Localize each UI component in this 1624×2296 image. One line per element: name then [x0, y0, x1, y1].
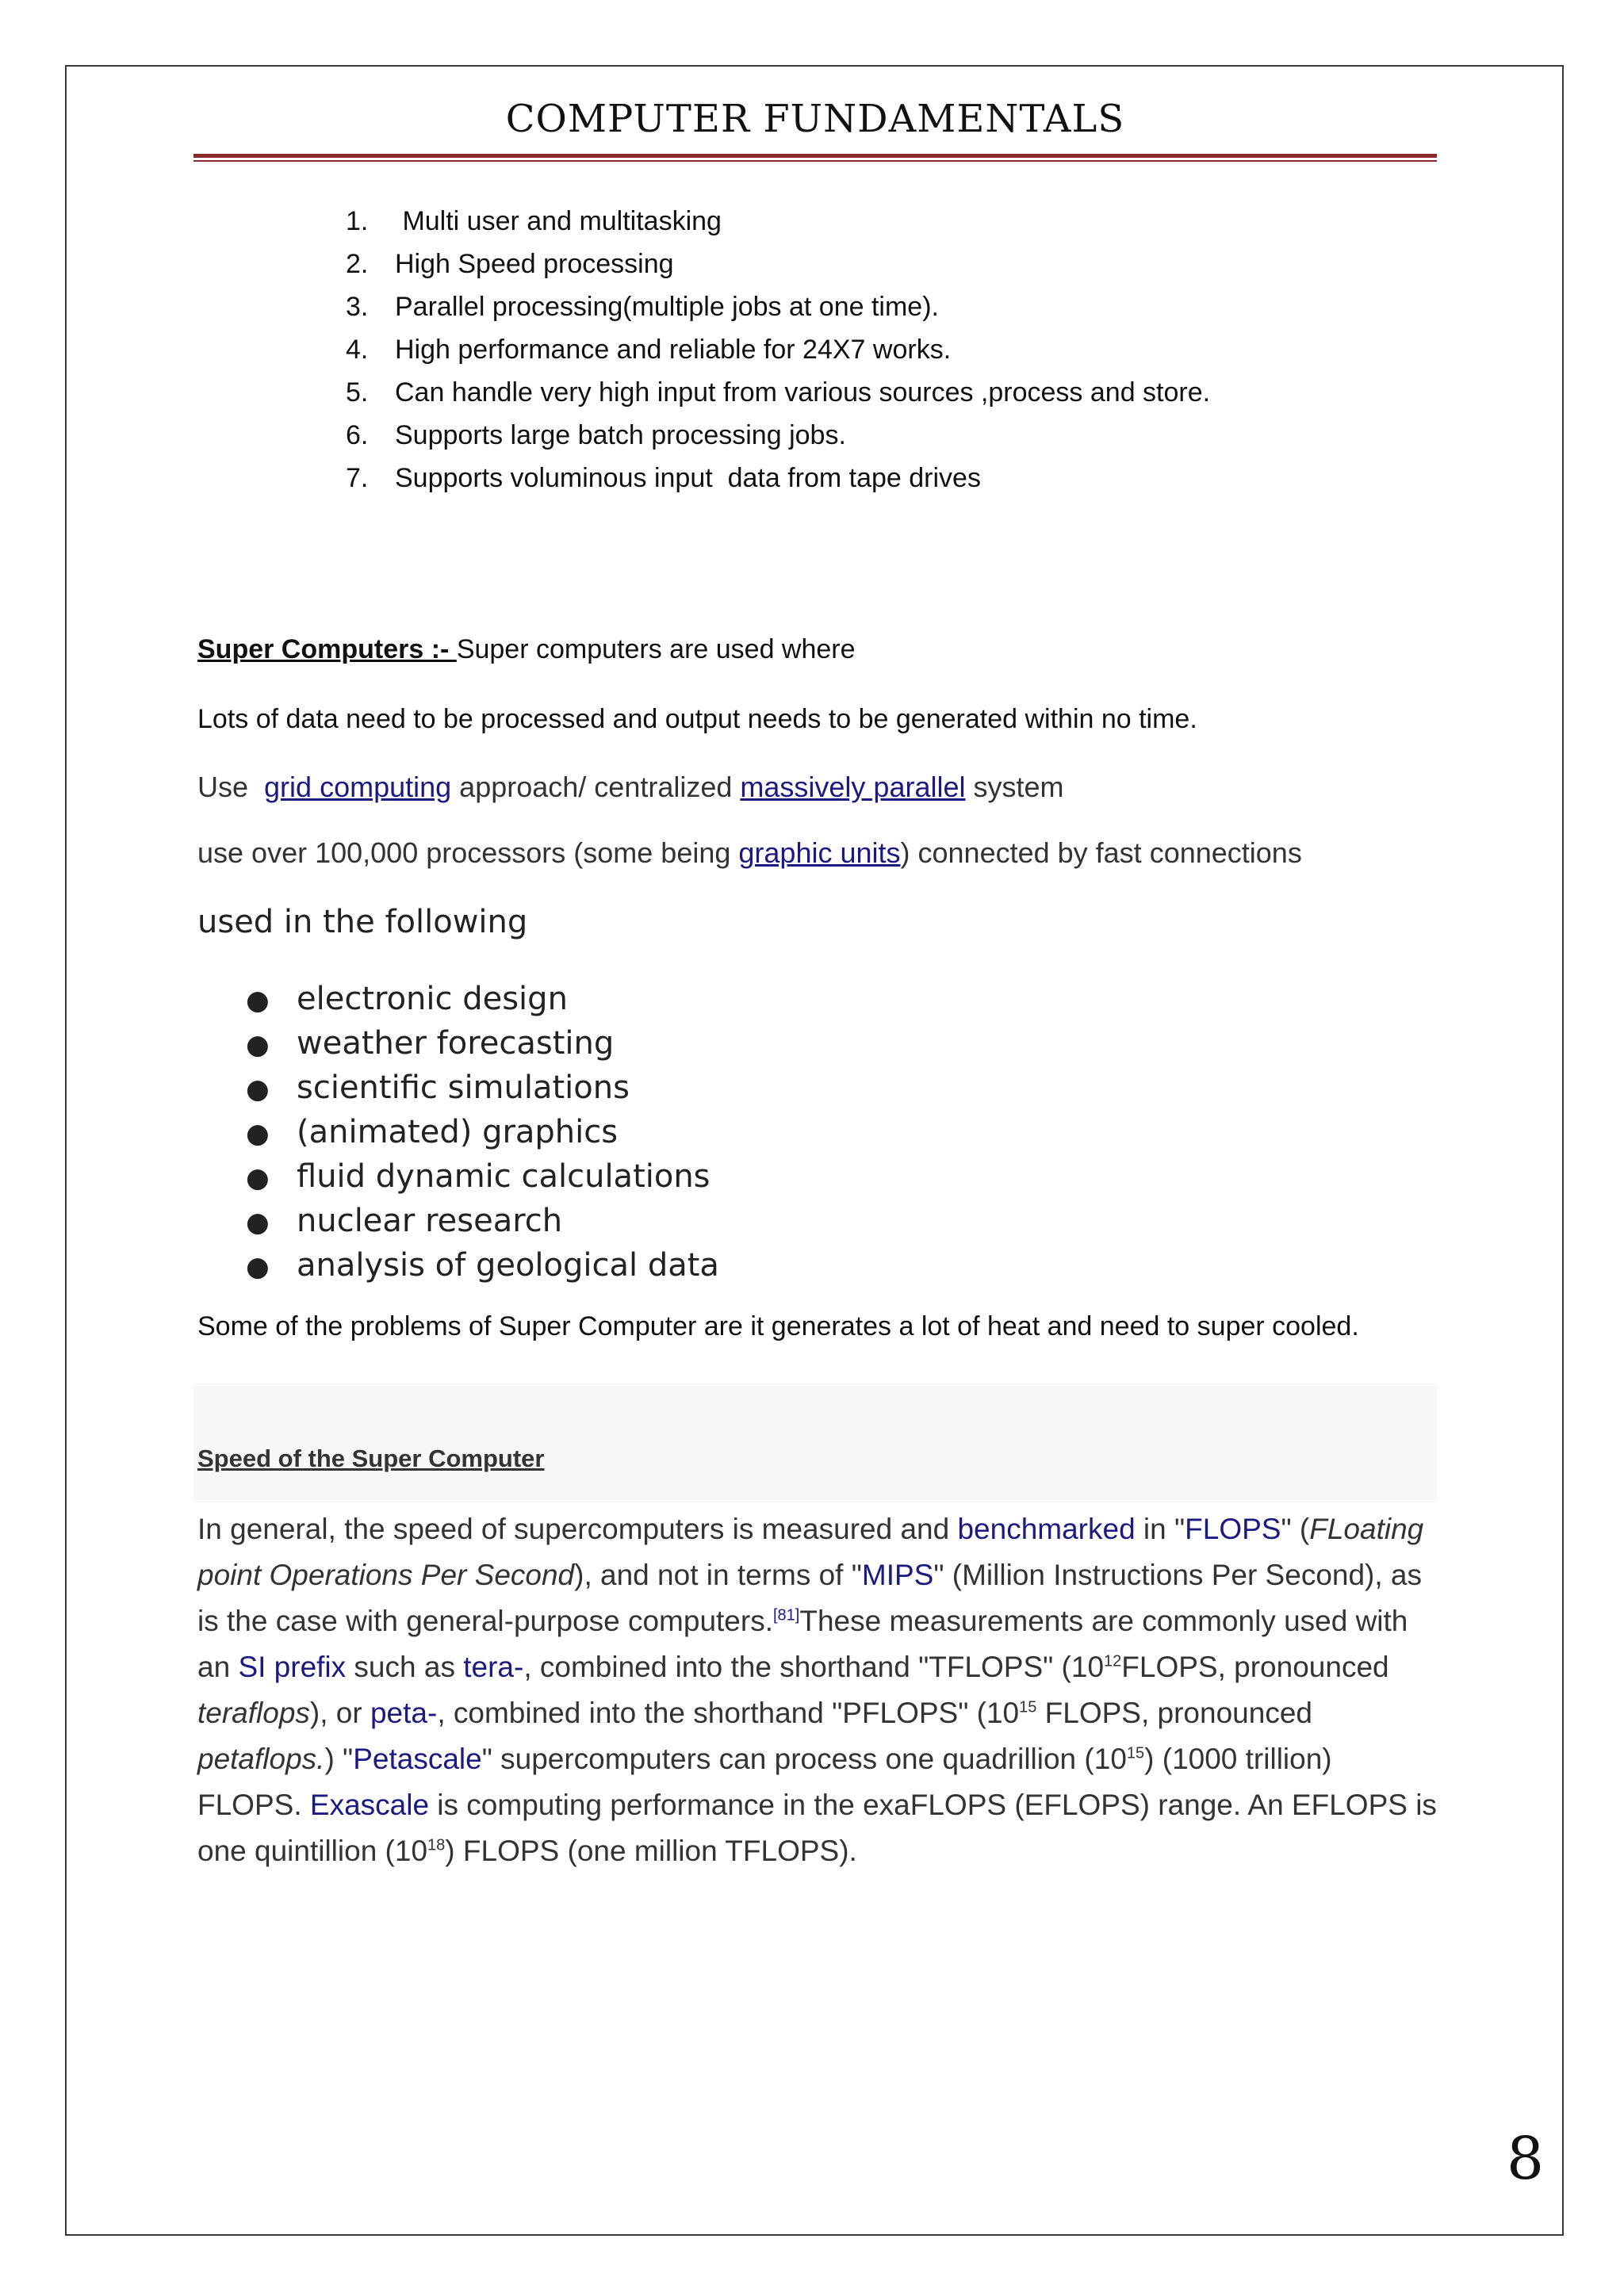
exponent: 15: [1019, 1698, 1037, 1716]
mips-link[interactable]: MIPS: [861, 1559, 934, 1591]
super-line-data: Lots of data need to be processed and output needs to be generated within no time.: [197, 704, 1197, 734]
list-item: [346, 371, 1210, 414]
text-run: " supercomputers can process one quadrillion (10: [481, 1743, 1127, 1775]
exascale-link[interactable]: Exascale: [309, 1789, 430, 1821]
list-item: [346, 200, 1210, 243]
header-rule-thin: [193, 160, 1437, 162]
list-item: [346, 457, 1210, 499]
peta-link[interactable]: peta-: [370, 1697, 438, 1729]
list-item: [246, 1243, 719, 1288]
text-run: approach/ centralized: [451, 771, 741, 803]
petaflops-term: petaflops.: [197, 1743, 325, 1775]
text-run: " (Million Instructions Per Second), as is the case with general-purpose computers.: [197, 1559, 1423, 1637]
list-text: scientific simulations: [297, 1070, 630, 1106]
text-run: These measurements are commonly used with an: [197, 1605, 1408, 1683]
text-run: ), and not in terms of ": [574, 1559, 862, 1591]
list-item: [246, 1021, 719, 1066]
text-run: ), or: [309, 1697, 370, 1729]
speed-heading: Speed of the Super Computer: [197, 1445, 545, 1472]
grid-computing-link[interactable]: grid computing: [264, 771, 452, 803]
exponent: 12: [1104, 1652, 1122, 1670]
list-item: [246, 977, 719, 1021]
list-number: 7.: [346, 463, 369, 493]
benchmarked-link[interactable]: benchmarked: [957, 1513, 1136, 1545]
list-text: Supports voluminous input data from tape drives: [395, 463, 981, 493]
text-run: use over 100,000 processors (some being: [197, 836, 739, 869]
text-run: Use: [197, 771, 265, 803]
list-item: [346, 328, 1210, 371]
list-number: 1.: [346, 206, 369, 236]
page-number: 8: [1507, 2125, 1545, 2193]
text-run: In general, the speed of supercomputers is measured and: [197, 1513, 958, 1545]
list-item: [346, 243, 1210, 285]
super-uses-list: [246, 977, 719, 1288]
list-number: 6.: [346, 420, 369, 450]
list-text: (animated) graphics: [297, 1114, 619, 1150]
exponent: 15: [1126, 1744, 1145, 1762]
list-item: [246, 1110, 719, 1154]
list-text: High performance and reliable for 24X7 works.: [395, 335, 952, 365]
mainframe-features-list: [346, 200, 1210, 499]
list-text: analysis of geological data: [297, 1247, 719, 1284]
super-line-grid: [197, 771, 1064, 804]
bullet-icon: ●: [246, 1073, 270, 1105]
super-line-processors: [197, 836, 1302, 870]
bullet-icon: ●: [246, 985, 270, 1016]
text-run: " (: [1281, 1513, 1310, 1545]
list-text: Multi user and multitasking: [395, 206, 722, 236]
text-run: ) FLOPS (one million TFLOPS).: [445, 1835, 857, 1867]
exponent: 18: [427, 1836, 446, 1854]
list-text: High Speed processing: [395, 249, 674, 279]
list-number: 4.: [346, 335, 369, 365]
list-text: Parallel processing(multiple jobs at one time).: [395, 292, 939, 322]
graphic-units-link[interactable]: graphic units: [738, 836, 901, 869]
list-text: weather forecasting: [297, 1025, 615, 1062]
list-number: 2.: [346, 249, 369, 279]
text-run: , combined into the shorthand "PFLOPS" (10: [437, 1697, 1020, 1729]
list-text: fluid dynamic calculations: [297, 1158, 710, 1195]
petascale-link[interactable]: Petascale: [353, 1743, 482, 1775]
bullet-icon: ●: [246, 1207, 270, 1238]
list-item: [246, 1199, 719, 1243]
text-run: in ": [1135, 1513, 1185, 1545]
super-computers-intro-text: Super computers are used where: [456, 634, 856, 664]
list-text: electronic design: [297, 981, 568, 1017]
list-text: nuclear research: [297, 1203, 563, 1239]
reference-81-link[interactable]: [81]: [772, 1606, 800, 1624]
list-text: Can handle very high input from various sources ,process and store.: [395, 377, 1211, 408]
list-item: [246, 1066, 719, 1110]
super-problems-text: Some of the problems of Super Computer are it generates a lot of heat and need to super cooled.: [197, 1311, 1359, 1341]
list-number: 3.: [346, 292, 369, 322]
speed-heading-background: [193, 1383, 1437, 1502]
list-item: [246, 1154, 719, 1199]
list-text: Supports large batch processing jobs.: [395, 420, 846, 450]
bullet-icon: ●: [246, 1251, 270, 1283]
list-number: 5.: [346, 377, 369, 408]
text-run: FLOPS, pronounced: [1121, 1651, 1389, 1683]
teraflops-term: teraflops: [197, 1697, 310, 1729]
text-run: such as: [346, 1651, 464, 1683]
text-run: ) connected by fast connections: [900, 836, 1302, 869]
super-computers-heading: Super Computers :-: [197, 634, 457, 664]
text-run: ) ": [324, 1743, 354, 1775]
text-run: , combined into the shorthand "TFLOPS" (10: [523, 1651, 1105, 1683]
flops-expansion: FLoating point Operations Per Second: [197, 1513, 1424, 1591]
text-run: ) (1000 trillion) FLOPS.: [197, 1743, 1332, 1821]
bullet-icon: ●: [246, 1118, 270, 1150]
speed-paragraph: [197, 1506, 1442, 1874]
text-run: system: [965, 771, 1064, 803]
page-header-title: COMPUTER FUNDAMENTALS: [505, 97, 1125, 141]
flops-link[interactable]: FLOPS: [1185, 1513, 1281, 1545]
bullet-icon: ●: [246, 1029, 270, 1061]
used-in-heading: used in the following: [197, 904, 528, 940]
si-prefix-link[interactable]: SI prefix: [238, 1651, 347, 1683]
bullet-icon: ●: [246, 1162, 270, 1194]
tera-link[interactable]: tera-: [463, 1651, 524, 1683]
text-run: FLOPS, pronounced: [1036, 1697, 1312, 1729]
massively-parallel-link[interactable]: massively parallel: [740, 771, 966, 803]
text-run: is computing performance in the exaFLOPS (EFLOPS) range. An EFLOPS is one quintillion (10: [197, 1789, 1437, 1867]
list-item: [346, 414, 1210, 457]
list-item: [346, 285, 1210, 328]
header-rule: [193, 154, 1437, 158]
super-computers-intro: [197, 634, 856, 665]
